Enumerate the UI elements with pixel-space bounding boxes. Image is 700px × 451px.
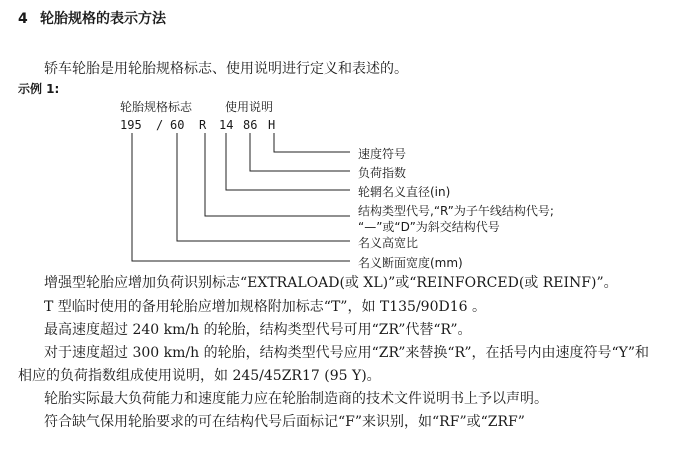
paragraph-runflat: 符合缺气保用轮胎要求的可在结构代号后面标记“F”来识别，如“RF”或“ZRF” <box>44 414 525 430</box>
leader-aspect <box>177 133 350 241</box>
intro-paragraph: 轿车轮胎是用轮胎规格标志、使用说明进行定义和表述的。 <box>44 61 408 77</box>
paragraph-t-type: T 型临时使用的备用轮胎应增加规格附加标志“T”，如 T135/90D16 。 <box>44 299 486 315</box>
paragraph-240kmh: 最高速度超过 240 km/h 的轮胎，结构类型代号可用“ZR”代替“R”。 <box>44 322 472 338</box>
section-title: 轮胎规格的表示方法 <box>40 11 166 27</box>
paragraph-declaration: 轮胎实际最大负荷能力和速度能力应在轮胎制造商的技术文件说明书上予以声明。 <box>44 391 548 407</box>
annotation-load-index: 负荷指数 <box>358 166 407 180</box>
section-number: 4 <box>18 11 28 27</box>
usage-label: 使用说明 <box>225 100 274 114</box>
leader-speed <box>274 133 350 152</box>
paragraph-300kmh: 对于速度超过 300 km/h 的轮胎，结构类型代号应用“ZR”来替换“R”，在括号内由速度符号“Y”和 <box>44 345 650 361</box>
leader-rim <box>226 133 350 190</box>
annotation-bias-code: “—”或“D”为斜交结构代号 <box>358 220 500 234</box>
annotation-rim-diameter: 轮辋名义直径(in) <box>358 185 451 199</box>
code-speed: H <box>268 118 276 132</box>
annotation-section-width: 名义断面宽度(mm) <box>358 256 463 270</box>
code-load: 86 <box>243 118 258 132</box>
annotation-aspect-ratio: 名义高宽比 <box>358 236 419 250</box>
leader-structure <box>205 133 350 216</box>
annotation-structure-code: 结构类型代号,“R”为子午线结构代号; <box>358 204 554 218</box>
annotation-speed-symbol: 速度符号 <box>358 147 407 161</box>
paragraph-300kmh-cont: 相应的负荷指数组成使用说明，如 245/45ZR17 (95 Y)。 <box>18 368 381 384</box>
code-slash: / <box>156 118 164 132</box>
code-rim: 14 <box>219 118 234 132</box>
code-aspect: 60 <box>170 118 185 132</box>
paragraph-extraload: 增强型轮胎应增加负荷识别标志“EXTRALOAD(或 XL)”或“REINFORCED(或 REINF)”。 <box>44 275 618 291</box>
code-structure: R <box>199 118 207 132</box>
spec-mark-label: 轮胎规格标志 <box>120 100 193 114</box>
code-width: 195 <box>120 118 142 132</box>
example-label: 示例 1: <box>18 82 60 96</box>
